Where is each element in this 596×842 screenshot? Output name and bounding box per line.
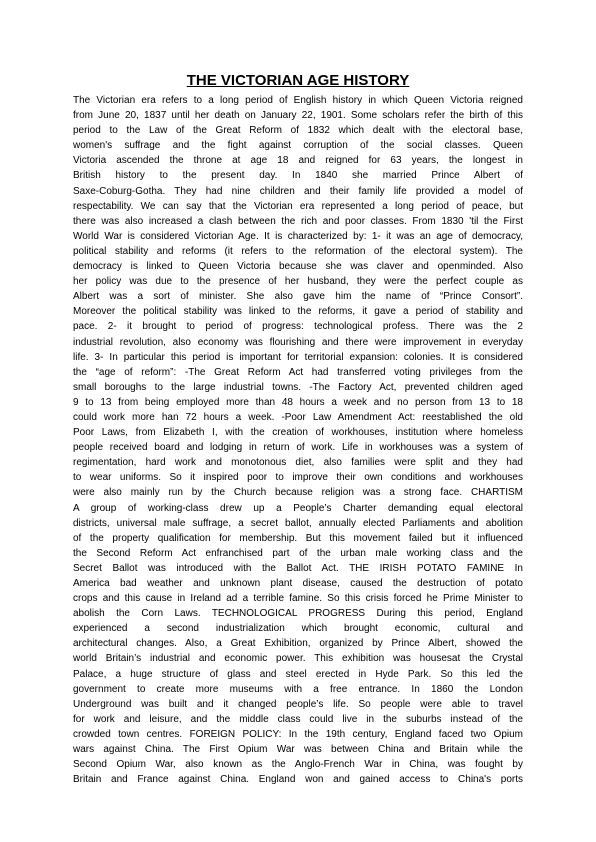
body-text-line: pace. 2- it brought to period of progress: technological profess. There was the 2 (73, 321, 523, 333)
body-text-line: people received board and lodging in return of work. Life in workhouses was a system of (73, 442, 523, 454)
body-text-line: World War is considered Victorian Age. It is characterized by: 1- it was an age of democracy, (73, 230, 523, 242)
body-text-line: 9 to 13 from being employed more than 48 hours a week and no person from 13 to 18 (73, 396, 523, 408)
body-text-line: small boroughs to the large industrial towns. -The Factory Act, prevented children aged (73, 381, 523, 393)
body-text-line: the “age of reform”: -The Great Reform Act had transferred voting privileges from the (73, 366, 523, 378)
body-text-line: Saxe-Coburg-Gotha. They had nine children and their family life provided a model of (73, 185, 523, 197)
body-text-line: were also mainly run by the Church because religion was a strong face. CHARTISM (73, 487, 523, 499)
body-text-line: the Second Reform Act enfranchised part of the urban male working class and the (73, 547, 523, 559)
body-text-line: crops and this cause in Ireland ad a terrible famine. So this crisis forced he Prime Minister to (73, 593, 523, 605)
body-text-line: for work and leisure, and the middle class could live in the suburbs instead of the (73, 713, 523, 725)
body-text-line: political stability and reforms (it refers to the reformation of the electoral system). The (73, 245, 523, 257)
body-text-line: wars against China. The First Opium War was between China and Britain while the (73, 744, 523, 756)
body-text-line: period to the Law of the Great Reform of 1832 which dealt with the electoral base, (73, 125, 523, 137)
body-text-line: from June 20, 1837 until her death on January 22, 1901. Some scholars refer the birth of this (73, 110, 523, 122)
body-text-line: A group of working-class drew up a People’s Charter demanding equal electoral (73, 502, 523, 514)
body-text-line: Second Opium War, also known as the Anglo-French War in China, was fought by (73, 759, 523, 771)
body-text-line: Britain and France against China. England won and gained access to China's ports (73, 774, 523, 786)
body-text-line: government to create more museums with a free entrance. In 1860 the London (73, 683, 523, 695)
body-text-line: Secret Ballot was introduced with the Ballot Act. THE IRISH POTATO FAMINE In (73, 562, 523, 574)
body-text-line: of the property qualification for membership. But this movement failed but it influenced (73, 532, 523, 544)
body-text-line: Palace, a huge structure of glass and steel erected in Hyde Park. So this led the (73, 668, 523, 680)
body-text-line: respectability. We can say that the Victorian era represented a long period of peace, but (73, 200, 523, 212)
body-text-line: Victoria ascended the throne at age 18 and reigned for 63 years, the longest in (73, 155, 523, 167)
body-text-line: Moreover the political stability was linked to the reforms, it gave a period of stability and (73, 306, 523, 318)
body-text-line: world Britain’s industrial and economic power. This exhibition was housesat the Crystal (73, 653, 523, 665)
body-text-line: to wear uniforms. So it inspired poor to improve their own conditions and workhouses (73, 472, 523, 484)
body-text-line: her policy was due to the presence of her husband, they were the perfect couple as (73, 276, 523, 288)
body-text-line: there was also increased a clash between the rich and poor classes. From 1830 'til the First (73, 215, 523, 227)
body-text-line: Poor Laws, from Elizabeth I, with the creation of workhouses, institution where homeless (73, 427, 523, 439)
body-text-line: crowded town centres. FOREIGN POLICY: In the 19th century, England faced two Opium (73, 728, 523, 740)
body-text-line: life. 3- In particular this period is important for territorial expansion: colonies. It is considered (73, 351, 523, 363)
body-text-line: architectural changes. Also, a Great Exhibition, organized by Prince Albert, showed the (73, 638, 523, 650)
body-text-line: Underground was built and it changed people’s life. So people were able to travel (73, 698, 523, 710)
body-text-line: experienced a second industrialization which brought economic, cultural and (73, 623, 523, 635)
body-text-line: could work more han 72 hours a week. -Poor Law Amendment Act: reestablished the old (73, 411, 523, 423)
body-text-line: industrial revolution, also economy was flourishing and there were improvement in everyday (73, 336, 523, 348)
document-title: THE VICTORIAN AGE HISTORY (186, 72, 410, 89)
body-text-line: British history to the present day. In 1840 she married Prince Albert of (73, 170, 523, 182)
body-text-line: America bad weather and unknown plant disease, caused the destruction of potato (73, 578, 523, 589)
body-text-line: regimentation, hard work and monotonous diet, also families were split and they had (73, 457, 523, 469)
body-text-line: abolish the Corn Laws. TECHNOLOGICAL PROGRESS During this period, England (73, 608, 523, 620)
body-text-line: districts, universal male suffrage, a secret ballot, annually elected Parliaments and abolition (73, 517, 523, 529)
document-body (73, 93, 523, 787)
body-text-line: The Victorian era refers to a long period of English history in which Queen Victoria reigned (73, 95, 523, 106)
body-text-line: democracy is linked to Queen Victoria because she was claver and openminded. Also (73, 261, 523, 273)
body-text-line: Albert was a sort of minister. She also gave him the name of “Prince Consort”. (73, 291, 523, 303)
body-text-line: women's suffrage and the fight against corruption of the social classes. Queen (73, 140, 523, 152)
